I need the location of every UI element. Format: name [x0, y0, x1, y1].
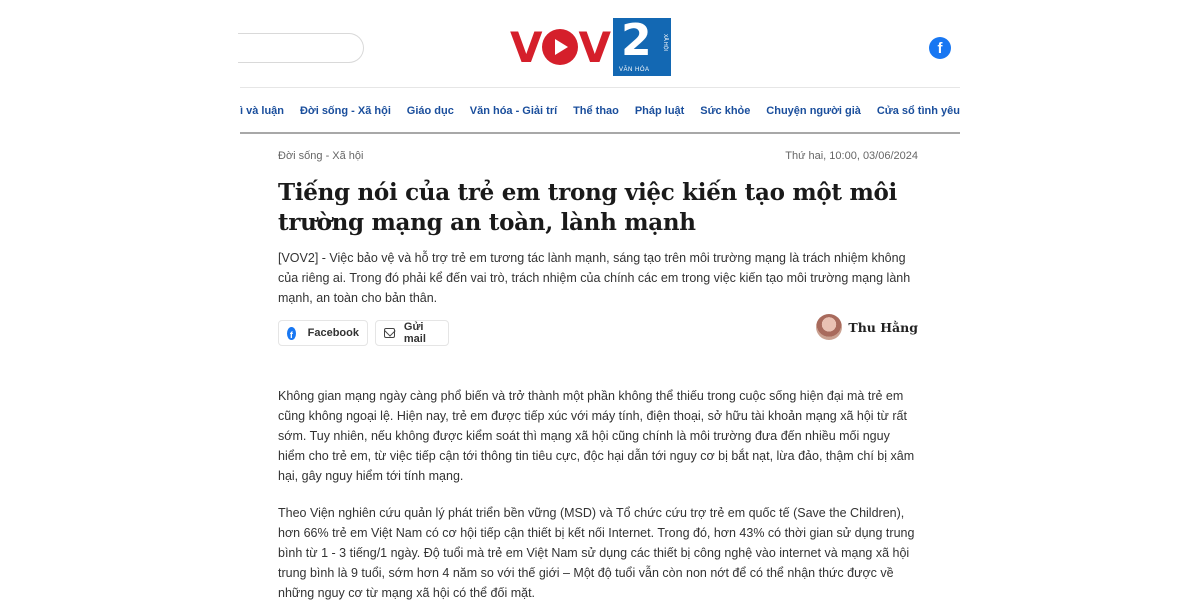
logo-wordmark: [510, 23, 609, 72]
article: [278, 150, 918, 600]
logo-side-text: XÃ HỘI: [662, 34, 669, 51]
body-paragraph: Không gian mạng ngày càng phổ biến và trở thành một phần không thể thiếu trong cuộc sống hiện đại mà trẻ em cũng không ngoại lệ. Hiện nay, trẻ em được tiếp xúc với máy tính, điện thoại, sở hữu tài khoản mạng xã hội từ rất sớm. Tuy nhiên, nếu không được kiểm soát thì mạng xã hội cũng chính là môi trường đưa đến nhiều mối nguy hiểm cho trẻ em, từ việc tiếp cận tới thông tin tiêu cực, độc hại dẫn tới nguy cơ bị bắt nạt, lừa đảo, thậm chí bị xâm hại, gây nguy hiểm tới tính mạng.: [278, 389, 915, 483]
facebook-icon: f: [287, 327, 296, 340]
facebook-icon[interactable]: f: [929, 37, 951, 59]
nav-item[interactable]: ì và luận: [240, 105, 285, 117]
page: [240, 0, 960, 600]
author-name: Thu Hằng: [848, 319, 918, 335]
share-mail-button[interactable]: [375, 320, 449, 346]
nav-item-giao-duc[interactable]: Giáo dục: [406, 105, 454, 117]
header-divider: [240, 87, 960, 88]
share-mail-label: Gửi mail: [403, 321, 426, 345]
logo-channel-box: [613, 15, 671, 76]
main-nav: [240, 100, 960, 122]
article-title: Tiếng nói của trẻ em trong việc kiến tạo một môi trường mạng an toàn, lành mạnh: [278, 179, 897, 236]
nav-item-phap-luat[interactable]: Pháp luật: [634, 105, 685, 117]
article-meta: [278, 150, 918, 166]
logo-channel-number: 2: [621, 15, 652, 66]
nav-divider: [240, 132, 960, 134]
share-facebook-button[interactable]: [278, 320, 368, 346]
nav-item-doi-song[interactable]: Đời sống - Xã hội: [299, 105, 391, 117]
nav-item-tinh-yeu[interactable]: Cửa sổ tình yêu: [876, 105, 960, 117]
nav-item-nguoi-gia[interactable]: Chuyện người già: [766, 105, 861, 117]
nav-item-the-thao[interactable]: Thể thao: [573, 105, 619, 117]
search-input[interactable]: [238, 33, 364, 63]
nav-item-suc-khoe[interactable]: Sức khỏe: [700, 105, 751, 117]
logo-letter-v: V: [510, 22, 541, 72]
nav-item-van-hoa[interactable]: Văn hóa - Giải trí: [469, 105, 558, 117]
avatar: [816, 314, 842, 340]
share-facebook-label: Facebook: [307, 327, 359, 339]
mail-icon: [384, 328, 395, 338]
article-category[interactable]: Đời sống - Xã hội: [278, 150, 364, 162]
play-icon: [542, 29, 578, 65]
site-logo[interactable]: [510, 15, 671, 76]
author[interactable]: [816, 314, 918, 340]
share-row: [278, 320, 918, 346]
logo-letter-v: V: [578, 22, 610, 72]
article-sapo: [VOV2] - Việc bảo vệ và hỗ trợ trẻ em tương tác lành mạnh, sáng tạo trên môi trường mạng là trách nhiệm không của riêng ai. Trong đó phải kể đến vai trò, trách nhiệm của chính các em trong việc kiến tạo môi trường mạng lành mạnh, an toàn cho bản thân.: [278, 251, 911, 305]
body-paragraph: Theo Viện nghiên cứu quản lý phát triển bền vững (MSD) và Tổ chức cứu trợ trẻ em quốc tế (Save the Children), hơn 66% trẻ em Việt Nam có cơ hội tiếp cận thiết bị kết nối Internet. Trong đó, hơn 43% có thời gian sử dụng trung bình từ 1 - 3 tiếng/1 ngày. Độ tuổi mà trẻ em Việt Nam sử dụng các thiết bị công nghệ vào internet và mạng xã hội trung bình là 9 tuổi, sớm hơn 4 năm so với thế giới – Một độ tuổi vẫn còn non nớt để có thể nhận thức được về những nguy cơ từ mạng xã hội có thể đối mặt.: [278, 506, 915, 600]
logo-subtitle: VĂN HÓA: [619, 67, 650, 73]
article-datetime: Thứ hai, 10:00, 03/06/2024: [785, 150, 918, 162]
article-body: [278, 386, 918, 600]
